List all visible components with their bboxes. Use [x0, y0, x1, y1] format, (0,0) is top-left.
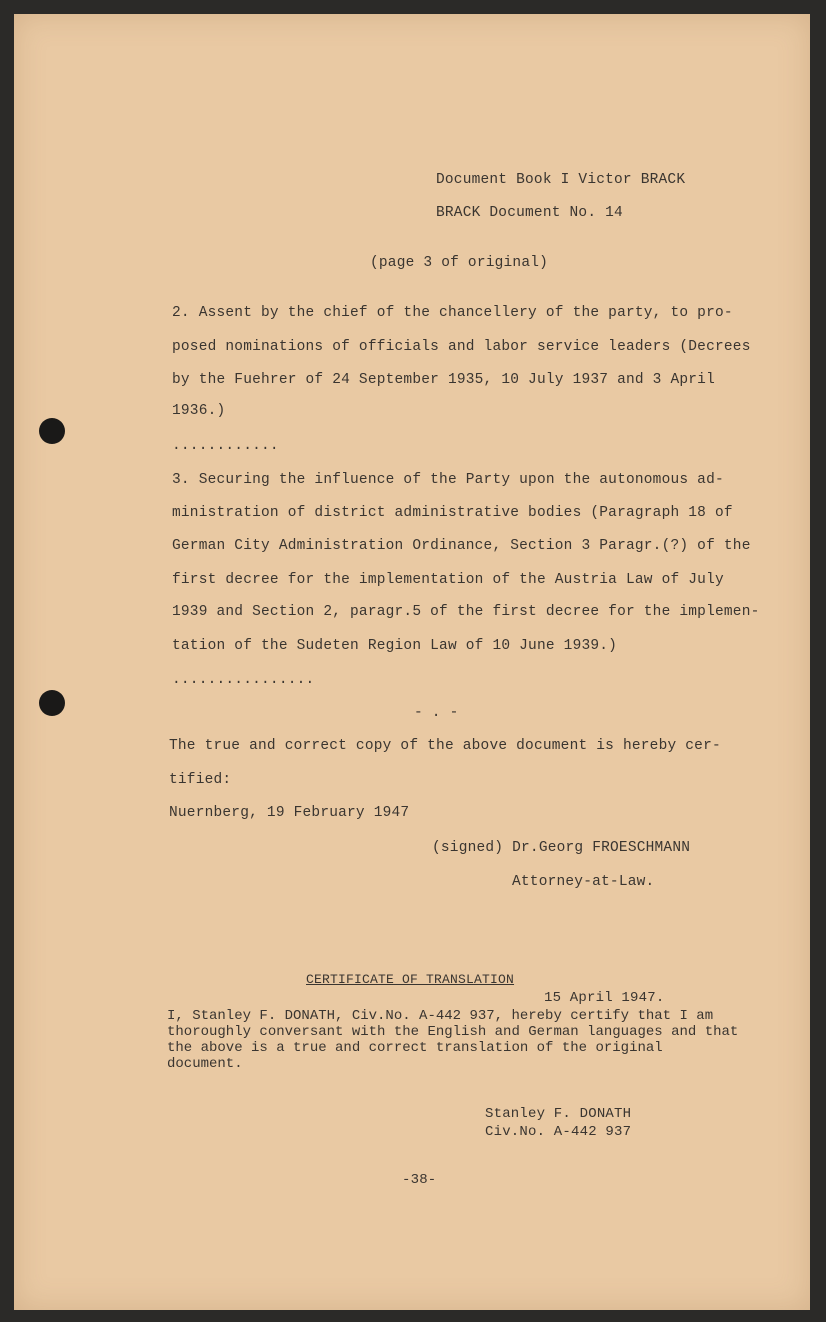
document-number: BRACK Document No. 14 [436, 205, 623, 221]
para2-line: posed nominations of officials and labor service leaders (Decrees [172, 339, 751, 355]
ellipsis-dots: ................ [172, 672, 315, 688]
para3-line: ministration of district administrative bodies (Paragraph 18 of [172, 505, 733, 521]
ellipsis-dots: ............ [172, 438, 279, 454]
punch-hole-top [39, 418, 65, 444]
para2-line: by the Fuehrer of 24 September 1935, 10 July 1937 and 3 April [172, 372, 715, 388]
document-book-line: Document Book I Victor BRACK [436, 172, 686, 188]
para3-line: German City Administration Ordinance, Section 3 Paragr.(?) of the [172, 538, 751, 554]
para3-line: first decree for the implementation of the Austria Law of July [172, 572, 724, 588]
page-reference: (page 3 of original) [370, 255, 549, 271]
certification-line: The true and correct copy of the above document is hereby cer- [169, 738, 721, 754]
translator-civ-no: Civ.No. A-442 937 [485, 1124, 632, 1140]
page-number: -38- [402, 1172, 437, 1188]
separator: - . - [414, 705, 459, 721]
translator-name: Stanley F. DONATH [485, 1106, 632, 1122]
para3-line: tation of the Sudeten Region Law of 10 June 1939.) [172, 638, 618, 654]
signed-by: (signed) Dr.Georg FROESCHMANN [432, 840, 691, 856]
translation-cert-line: the above is a true and correct translation of the original [167, 1040, 663, 1056]
translation-cert-line: thoroughly conversant with the English and German languages and that [167, 1024, 739, 1040]
para3-line: 1939 and Section 2, paragr.5 of the first decree for the implemen- [172, 604, 760, 620]
signer-title: Attorney-at-Law. [512, 874, 655, 890]
punch-hole-bottom [39, 690, 65, 716]
document-page [14, 14, 810, 1310]
translation-cert-date: 15 April 1947. [544, 990, 665, 1006]
para2-line: 2. Assent by the chief of the chancellery of the party, to pro- [172, 305, 733, 321]
para3-line: 3. Securing the influence of the Party upon the autonomous ad- [172, 472, 724, 488]
place-date: Nuernberg, 19 February 1947 [169, 805, 410, 821]
translation-cert-title: CERTIFICATE OF TRANSLATION [306, 972, 515, 987]
translation-cert-line: document. [167, 1056, 243, 1072]
para2-line: 1936.) [172, 403, 226, 419]
certification-line: tified: [169, 772, 232, 788]
translation-cert-line: I, Stanley F. DONATH, Civ.No. A-442 937, hereby certify that I am [167, 1008, 714, 1024]
